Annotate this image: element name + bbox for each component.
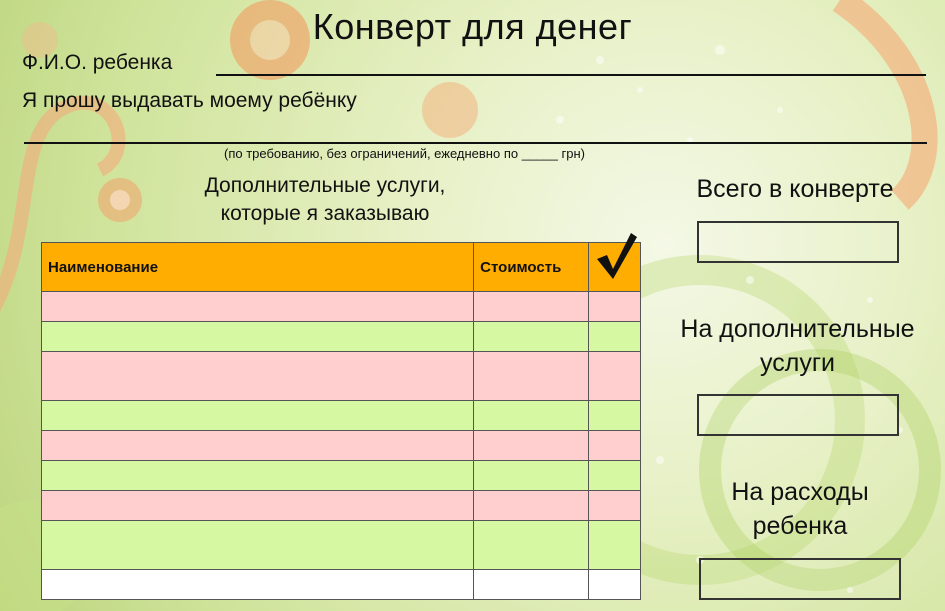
child-name-label: Ф.И.О. ребенка: [22, 51, 173, 74]
cell-cost[interactable]: [474, 461, 589, 491]
cell-check[interactable]: [589, 322, 641, 352]
extra-services-label: [650, 312, 945, 380]
table-row: [42, 521, 641, 570]
cell-name[interactable]: [42, 431, 474, 461]
table-row: [42, 461, 641, 491]
cell-name[interactable]: [42, 521, 474, 570]
expenses-label: [680, 475, 920, 543]
request-label: Я прошу выдавать моему ребёнку: [22, 89, 357, 112]
extra-services-label-line1: На дополнительные: [680, 315, 915, 343]
cell-name[interactable]: [42, 491, 474, 521]
checkmark-icon: [593, 229, 639, 283]
col-cost-header: Стоимость: [474, 243, 589, 292]
table-row: [42, 401, 641, 431]
cell-check[interactable]: [589, 461, 641, 491]
cell-cost[interactable]: [474, 292, 589, 322]
services-heading-line2: которые я заказываю: [220, 202, 430, 225]
cell-name[interactable]: [42, 292, 474, 322]
cell-check[interactable]: [589, 352, 641, 401]
expenses-label-line2: ребенка: [752, 512, 848, 540]
cell-check[interactable]: [589, 401, 641, 431]
cell-cost[interactable]: [474, 431, 589, 461]
services-heading-line1: Дополнительные услуги,: [204, 174, 446, 197]
request-hint: (по требованию, без ограничений, ежедневно по _____ грн): [224, 146, 585, 161]
cell-cost[interactable]: [474, 322, 589, 352]
total-amount-box[interactable]: [697, 221, 899, 263]
cell-check[interactable]: [589, 431, 641, 461]
expenses-amount-box[interactable]: [699, 558, 901, 600]
extra-services-label-line2: услуги: [760, 349, 835, 377]
table-row: [42, 292, 641, 322]
cell-name[interactable]: [42, 322, 474, 352]
cell-check[interactable]: [589, 491, 641, 521]
cell-name[interactable]: [42, 461, 474, 491]
cell-cost[interactable]: [474, 401, 589, 431]
table-row: [42, 322, 641, 352]
cell-check[interactable]: [589, 292, 641, 322]
col-check-header: [589, 243, 641, 292]
cell-name[interactable]: [42, 570, 474, 600]
cell-name[interactable]: [42, 352, 474, 401]
child-name-field[interactable]: [216, 74, 926, 76]
cell-cost[interactable]: [474, 521, 589, 570]
table-row: [42, 352, 641, 401]
expenses-label-line1: На расходы: [731, 478, 869, 506]
table-row: [42, 491, 641, 521]
services-table: [41, 242, 641, 600]
services-heading: [150, 172, 500, 228]
table-row: [42, 570, 641, 600]
cell-check[interactable]: [589, 570, 641, 600]
total-label: Всего в конверте: [696, 175, 894, 203]
request-field[interactable]: [24, 142, 927, 144]
cell-cost[interactable]: [474, 491, 589, 521]
cell-cost[interactable]: [474, 570, 589, 600]
cell-cost[interactable]: [474, 352, 589, 401]
cell-name[interactable]: [42, 401, 474, 431]
page-title: Конверт для денег: [312, 6, 633, 47]
col-name-header: Наименование: [42, 243, 474, 292]
extra-services-amount-box[interactable]: [697, 394, 899, 436]
cell-check[interactable]: [589, 521, 641, 570]
table-row: [42, 431, 641, 461]
